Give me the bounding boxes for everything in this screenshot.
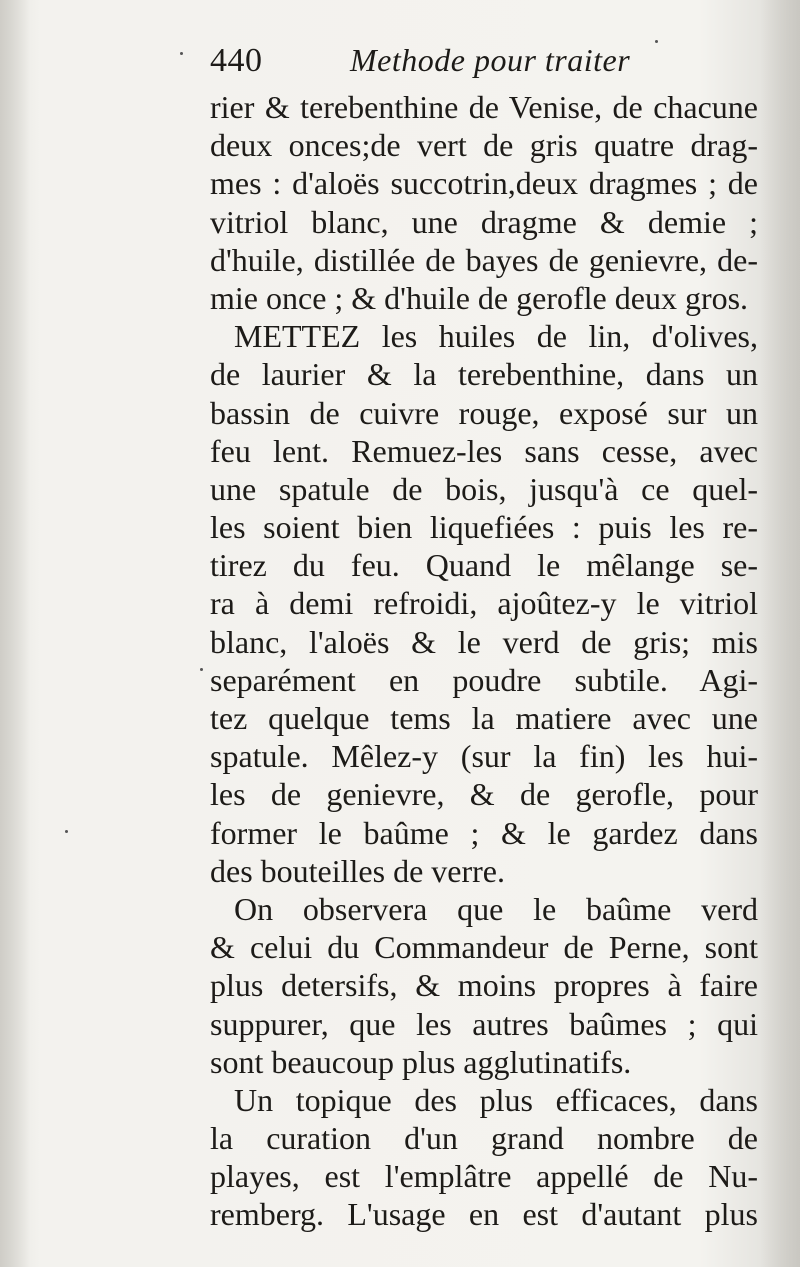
text-line: feu lent. Remuez-les sans cesse, avec	[210, 432, 758, 469]
ink-speck	[180, 52, 183, 55]
page-number: 440	[210, 42, 263, 79]
text-line: METTEZ les huiles de lin, d'olives,	[234, 318, 758, 355]
text-line: On observera que le baûme verd	[234, 890, 758, 927]
text-line: une spatule de bois, jusqu'à ce quel-	[210, 470, 758, 507]
text-line: Un topique des plus efficaces, dans	[234, 1081, 758, 1118]
text-line: mes : d'aloës succotrin,deux dragmes ; de	[210, 165, 758, 202]
text-line: playes, est l'emplâtre appellé de Nu-	[210, 1158, 758, 1195]
body-lines	[210, 88, 758, 1234]
page-gutter-shadow	[0, 0, 30, 1267]
text-line: mie once ; & d'huile de gerofle deux gros.	[210, 279, 749, 316]
text-line: blanc, l'aloës & le verd de gris; mis	[210, 623, 758, 660]
text-line: deux onces;de vert de gris quatre drag-	[210, 127, 758, 164]
running-head: Methode pour traiter	[350, 42, 631, 78]
text-line: suppurer, que les autres baûmes ; qui	[210, 1005, 758, 1042]
text-line: les de genievre, & de gerofle, pour	[210, 776, 758, 813]
text-line: d'huile, distillée de bayes de genievre, de-	[210, 241, 758, 278]
text-line: former le baûme ; & le gardez dans	[210, 814, 758, 851]
ink-speck	[65, 830, 68, 833]
text-line: sont beaucoup plus agglutinatifs.	[210, 1043, 632, 1080]
text-line: tirez du feu. Quand le mêlange se-	[210, 547, 758, 584]
text-line: separément en poudre subtile. Agi-	[210, 661, 758, 698]
text-line: vitriol blanc, une dragme & demie ;	[210, 203, 758, 240]
text-line: rier & terebenthine de Venise, de chacune	[210, 89, 758, 125]
text-line: la curation d'un grand nombre de	[210, 1120, 758, 1157]
page-header	[210, 42, 758, 88]
text-line: plus detersifs, & moins propres à faire	[210, 967, 758, 1004]
page-edge-shadow	[760, 0, 800, 1267]
text-line: tez quelque tems la matiere avec une	[210, 700, 758, 736]
text-line: de laurier & la terebenthine, dans un	[210, 356, 758, 393]
text-line: remberg. L'usage en est d'autant plus	[210, 1196, 758, 1233]
text-line: spatule. Mêlez-y (sur la fin) les hui-	[210, 738, 758, 775]
page-text	[210, 42, 758, 1234]
text-line: les soient bien liquefiées : puis les re-	[210, 509, 758, 546]
text-line: des bouteilles de verre.	[210, 852, 505, 889]
text-line: bassin de cuivre rouge, exposé sur un	[210, 394, 758, 431]
text-line: & celui du Commandeur de Perne, sont	[210, 929, 758, 966]
ink-speck	[200, 668, 203, 671]
text-line: ra à demi refroidi, ajoûtez-y le vitriol	[210, 585, 758, 622]
